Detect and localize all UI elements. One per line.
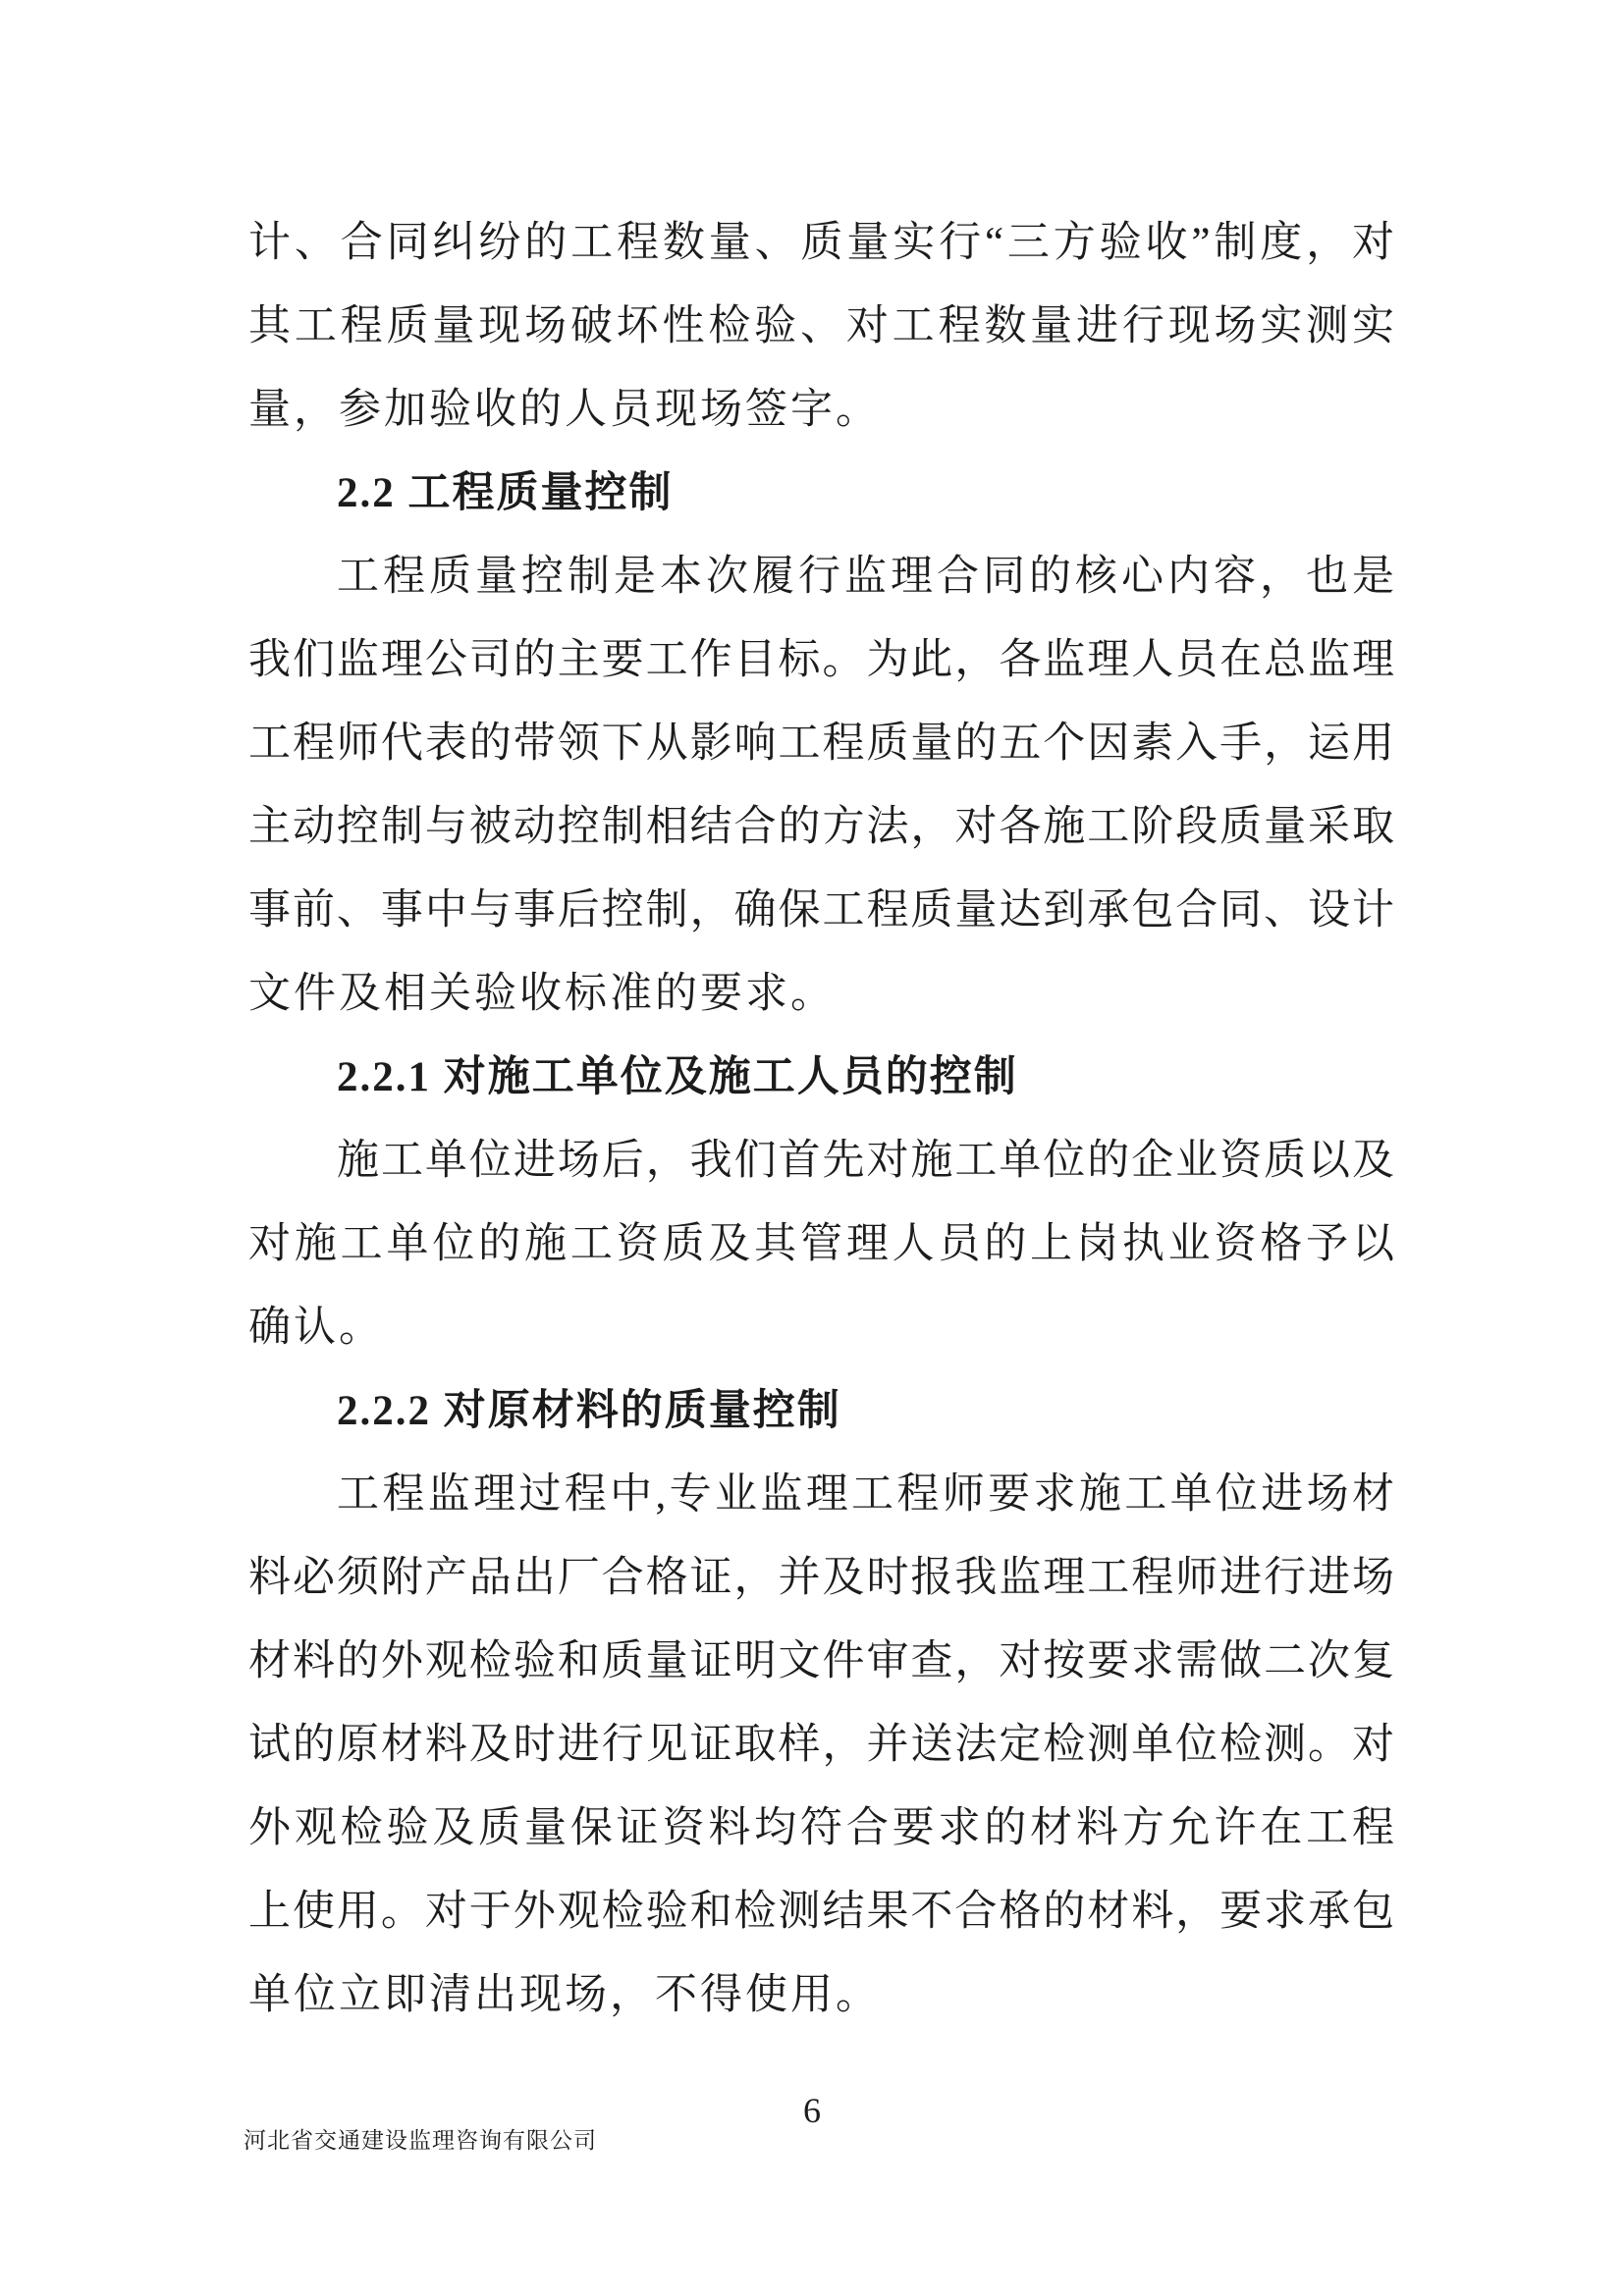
footer-company-name: 河北省交通建设监理咨询有限公司 [244,2128,597,2153]
body-line: 主动控制与被动控制相结合的方法，对各施工阶段质量采取 [248,804,1394,850]
body-line: 工程质量控制是本次履行监理合同的核心内容，也是 [337,554,1394,600]
body-line: 上使用。对于外观检验和检测结果不合格的材料，要求承包 [248,1889,1394,1935]
body-line: 对施工单位的施工资质及其管理人员的上岗执业资格予以 [248,1221,1394,1267]
body-line: 料必须附产品出厂合格证，并及时报我监理工程师进行进场 [248,1555,1394,1601]
body-line: 其工程质量现场破坏性检验、对工程数量进行现场实测实 [248,303,1394,349]
body-line: 量，参加验收的人员现场签字。 [248,387,881,433]
document-body [248,201,1394,2037]
body-line: 文件及相关验收标准的要求。 [248,971,836,1017]
body-line: 外观检验及质量保证资料均符合要求的材料方允许在工程 [248,1805,1394,1851]
page-number: 6 [803,2091,821,2130]
section-heading: 2.2.2 对原材料的质量控制 [337,1388,841,1434]
body-line: 我们监理公司的主要工作目标。为此，各监理人员在总监理 [248,637,1394,683]
body-line: 工程监理过程中,专业监理工程师要求施工单位进场材 [337,1471,1394,1518]
body-line: 事前、事中与事后控制，确保工程质量达到承包合同、设计 [248,887,1394,934]
section-heading: 2.2 工程质量控制 [337,470,674,516]
section-heading: 2.2.1 对施工单位及施工人员的控制 [337,1054,1018,1100]
body-line: 施工单位进场后，我们首先对施工单位的企业资质以及 [337,1138,1394,1184]
body-line: 计、合同纠纷的工程数量、质量实行“三方验收”制度，对 [248,220,1394,266]
body-line: 单位立即清出现场，不得使用。 [248,1972,881,2018]
body-line: 确认。 [248,1305,384,1351]
body-line: 试的原材料及时进行见证取样，并送法定检测单位检测。对 [248,1722,1394,1768]
body-line: 工程师代表的带领下从影响工程质量的五个因素入手，运用 [248,721,1394,767]
body-line: 材料的外观检验和质量证明文件审查，对按要求需做二次复 [248,1638,1394,1684]
